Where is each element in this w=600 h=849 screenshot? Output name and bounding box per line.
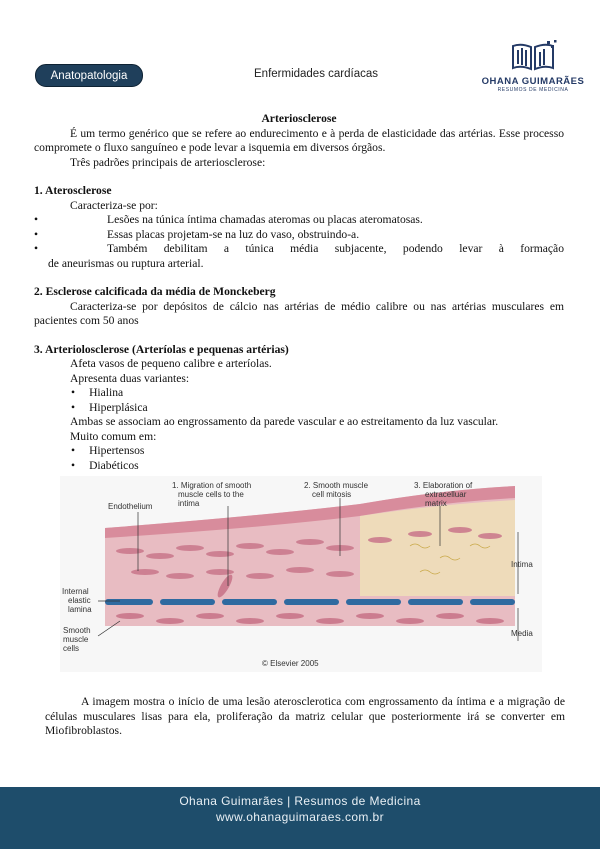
section-2-text: Caracteriza-se por depósitos de cálcio nas artérias de médio calibre ou nas artérias musculares em pacientes com 50 anos: [34, 299, 564, 327]
list-item: • Lesões na túnica íntima chamadas ateromas ou placas ateromatosas.: [34, 213, 423, 226]
section-3-line: Ambas se associam ao engrossamento da parede vascular e ao estreitamento da luz vascular.: [70, 415, 499, 428]
footer-website-link[interactable]: www.ohanaguimaraes.com.br: [215, 810, 385, 824]
list-item: • Também debilitam a túnica média subjacente, podendo levar à formação: [34, 242, 564, 255]
label-step2: cell mitosis: [312, 490, 352, 499]
topic-title: Enfermidades cardíacas: [254, 68, 379, 80]
label-smc: Smooth: [63, 626, 91, 635]
section-2-heading: 2. Esclerose calcificada da média de Monckeberg: [34, 285, 276, 298]
label-step1: muscle cells to the: [178, 490, 244, 499]
label-step1: 1. Migration of smooth: [172, 481, 252, 490]
list-item: • Essas placas projetam-se na luz do vaso, obstruindo-a.: [34, 227, 360, 241]
label-step3: 3. Elaboration of: [414, 481, 473, 490]
brand-logo: [478, 38, 588, 98]
label-iel: Internal: [62, 587, 89, 596]
page-title: Arteriosclerose: [261, 112, 337, 125]
label-smc: cells: [63, 644, 80, 653]
label-intima: Intima: [511, 560, 533, 569]
page-footer: [0, 787, 600, 849]
section-3-line: Apresenta duas variantes:: [70, 371, 190, 385]
section-3-heading: 3. Arteriolosclerose (Arteríolas e pequenas artérias): [34, 342, 289, 356]
book-logo-icon: [507, 38, 559, 74]
intro-paragraph: É um termo genérico que se refere ao endurecimento e à perda de elasticidade das artérias. Esse processo compromete o fluxo sanguíneo e pode levar a isquemia em diversos órgãos.: [34, 126, 564, 154]
label-media: Media: [511, 629, 533, 638]
list-item-continuation: de aneurismas ou ruptura arterial.: [48, 256, 204, 270]
footer-title: Ohana Guimarães | Resumos de Medicina: [179, 794, 421, 808]
label-step3: extracelluar: [425, 490, 467, 499]
figure-caption: A imagem mostra o início de uma lesão aterosclerotica com engrossamento da íntima e a migração de células musculares lisas para ela, proliferação da matriz celular que posteriormente irá se converter em Miofibroblastos.: [45, 695, 565, 737]
label-step2: 2. Smooth muscle: [304, 481, 369, 490]
section-3-line: Muito comum em:: [70, 429, 157, 443]
label-iel: lamina: [68, 605, 92, 614]
section-3-line: Afeta vasos de pequeno calibre e arteríolas.: [70, 357, 272, 370]
document-body: [34, 112, 564, 473]
section-1-heading: 1. Aterosclerose: [34, 184, 112, 197]
atherosclerosis-figure: [60, 476, 542, 672]
section-1-lead: Caracteriza-se por:: [70, 198, 158, 212]
logo-name: OHANA GUIMARÃES: [481, 76, 585, 87]
label-endothelium: Endothelium: [108, 502, 153, 511]
list-item: • Diabéticos: [71, 458, 139, 472]
label-step1: intima: [178, 499, 200, 508]
list-item: • Hipertensos: [71, 444, 145, 457]
label-iel: elastic: [68, 596, 91, 605]
patterns-line: Três padrões principais de arteriosclerose:: [70, 155, 266, 169]
list-item: • Hialina: [71, 386, 124, 399]
label-smc: muscle: [63, 635, 89, 644]
figure-copyright: © Elsevier 2005: [262, 659, 319, 668]
label-step3: matrix: [425, 499, 447, 508]
subject-badge: Anatopatologia: [35, 64, 143, 87]
list-item: • Hiperplásica: [71, 400, 148, 414]
logo-subtitle: RESUMOS DE MEDICINA: [497, 87, 569, 93]
